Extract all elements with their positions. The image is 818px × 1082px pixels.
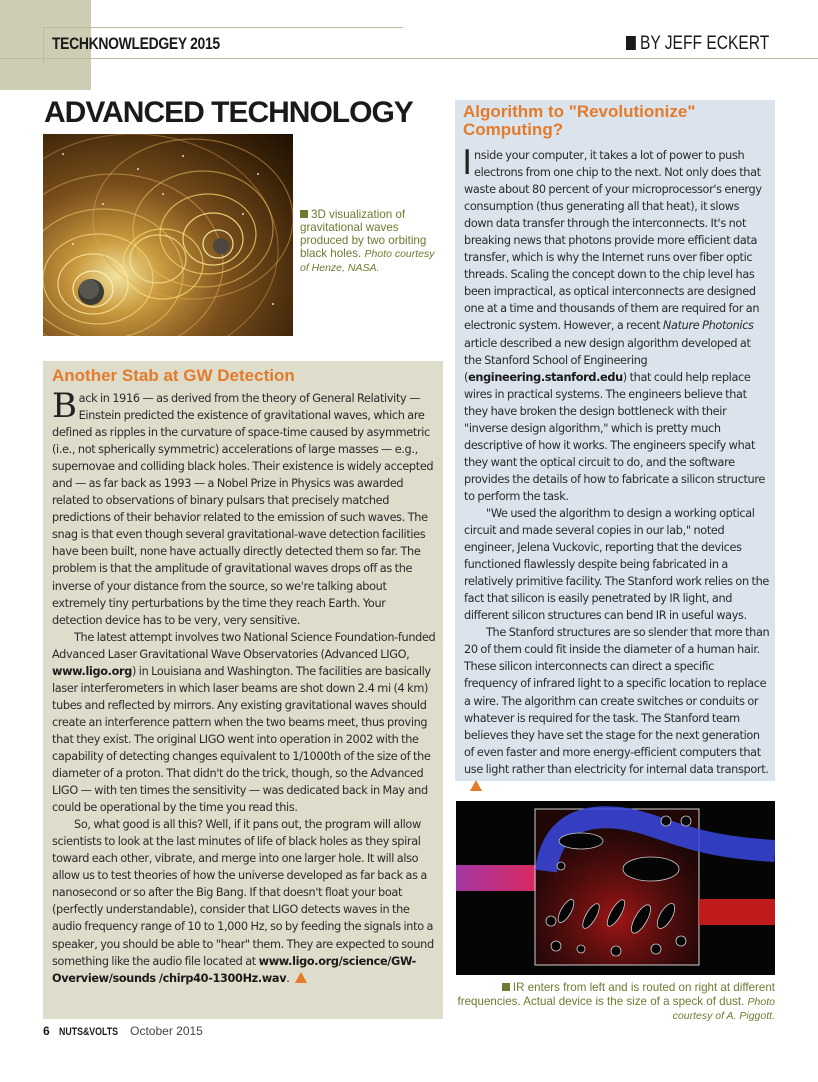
- gw-article-body: [52, 386, 438, 987]
- magazine-name: NUTS&VOLTS: [59, 1026, 119, 1038]
- stanford-url[interactable]: engineering.stanford.edu: [468, 370, 623, 384]
- ir-device-photo: [456, 801, 775, 975]
- gw-article-title: Another Stab at GW Detection: [52, 366, 295, 385]
- gw-photo-credit: Photo courtesy of Henze, NASA.: [300, 248, 435, 274]
- gw-visualization-graphic: [43, 134, 293, 336]
- gw-p2-text-a: The latest attempt involves two National Science Foundation-funded Advanced Laser Gravitational Wave Observatories (Advanced LIGO,: [52, 630, 436, 661]
- chirp-audio-url[interactable]: www.ligo.org/science/GW-Overview/sounds /chirp40-1300Hz.wav: [52, 954, 416, 985]
- header-rule-bottom: [0, 58, 818, 59]
- ir-photo-caption: [456, 981, 775, 1024]
- dropcap: I: [464, 143, 471, 183]
- page-footer: [43, 1024, 203, 1038]
- journal-name: Nature Photonics: [662, 319, 754, 333]
- algorithm-article-title: Algorithm to "Revolutionize" Computing?: [463, 102, 696, 139]
- gw-p1-text: ack in 1916 — as derived from the theory of General Relativity — Einstein predicted the existence of gravitational waves, which are defined as ripples in the curvature of space-time caused by asymmetric (i.e., not spherically symmetric) accelerations of large masses — e.g., supernovae and colliding black holes. Their existence is widely accepted and — as far back as 1993 — a Nobel Prize in Physics was awarded related to observations of binary pulsars that precisely matched predictions of their behavior related to the emission of such waves. The snag is that even though several gravitational-wave detection facilities have been built, none have actually directly detected them so far. The problem is that the amplitude of gravitational waves drops off as the inverse of your distance from the source, so we're talking about extremely tiny perturbations by the time they reach Earth. Your detection device has to be very, very sensitive.: [52, 392, 434, 627]
- algo-p1-text-c: ) that could help replace wires in practical systems. The engineers believe that they have broken the design bottleneck with their "inverse design algorithm," which is pretty much descriptive of how it works. The engineers specify what they want the optical circuit to do, and the software provides the details of how to fabricate a silicon structure to perform the task.: [464, 370, 765, 503]
- page-number: 6: [43, 1024, 50, 1038]
- issue-date: October 2015: [130, 1024, 203, 1038]
- gw-p3-end: .: [286, 971, 290, 985]
- algo-p1-text-b: article described a new design algorithm developed at the Stanford School of Engineering (: [464, 336, 751, 384]
- caption-bullet-icon: [502, 983, 510, 991]
- byline-text: BY JEFF ECKERT: [639, 33, 770, 54]
- algorithm-article-body: [464, 143, 770, 795]
- byline: [626, 33, 769, 55]
- algo-paragraph-1: [464, 143, 770, 505]
- gw-paragraph-1: [52, 386, 438, 629]
- end-of-article-triangle-icon: [295, 972, 307, 983]
- gw-paragraph-3: [52, 816, 438, 986]
- algo-p3-text: The Stanford structures are so slender that more than 20 of them could fit inside the diameter of a human hair. These silicon interconnects can direct a specific frequency of infrared light to a specific location to replace a wire. The algorithm can create switches or conduits or whatever is required for the task. The Stanford team believes they have set the stage for the next generation of even faster and more energy-efficient computers that use light rather than electricity for internal data transport.: [464, 626, 770, 776]
- section-title: ADVANCED TECHNOLOGY: [44, 96, 413, 129]
- ligo-url[interactable]: www.ligo.org: [52, 664, 132, 678]
- caption-bullet-icon: [300, 210, 308, 218]
- square-bullet-icon: [626, 36, 636, 50]
- dropcap: B: [52, 386, 77, 426]
- gw-photo-caption: [300, 208, 435, 275]
- gw-p3-text-a: So, what good is all this? Well, if it pans out, the program will allow scientists to look at the last minutes of life of black holes as they spiral toward each other, vibrate, and merge into one larger hole. It will also allow us to test theories of how the universe developed as far back as a nanosecond or so after the Big Bang. If that doesn't float your boat (perfectly understandable), consider that LIGO detects waves in the audio frequency range of 10 to 1,000 Hz, so by feeding the signals into a speaker, you should be able to "hear" them. They are expected to sound something like the audio file located at: [52, 818, 434, 968]
- gw-p2-text-b: ) in Louisiana and Washington. The facilities are basically laser interferometers in which laser beams are shot down 2.4 mi (4 km) tubes and reflected by mirrors. Any existing gravitational waves should create an interference pattern when the two beams meet, thus proving that they exist. The original LIGO went into operation in 2002 with the capability of detecting changes equivalent to 1/1000th of the size of the diameter of a proton. That didn't do the trick, though, so the Advanced LIGO — with ten times the sensitivity — was dedicated back in May and could be operational by the time you read this.: [52, 664, 431, 815]
- gw-caption-text: 3D visualization of gravitational waves produced by two orbiting black holes.: [300, 208, 427, 260]
- header-rule-top: [43, 27, 403, 28]
- gravitational-waves-photo: [43, 134, 293, 336]
- ir-photo-credit: Photo courtesy of A. Piggott.: [672, 995, 775, 1022]
- algo-paragraph-2: "We used the algorithm to design a working optical circuit and made several copies in our lab," noted engineer, Jelena Vuckovic, reporting that the devices functioned flawlessly despite being fabricated in a relatively primitive facility. The Stanford work relies on the fact that silicon is easily penetrated by IR light, and different silicon structures can bend IR in useful ways.: [464, 506, 769, 623]
- header-rule-left: [43, 27, 44, 65]
- ir-caption-text: IR enters from left and is routed on right at different frequencies. Actual device is the size of a speck of dust.: [457, 981, 775, 1008]
- algo-p1-text: nside your computer, it takes a lot of power to push electrons from one chip to the next. Not only does that waste about 80 percent of your microprocessor's energy consumption (thus generating all that heat), it slows down data transfer through the interconnects. It's not breaking news that photons provide more efficient data transfer, which is why the Internet runs over fiber optic threads. Scaling the concept down to the chip level has been impractical, as optical interconnects are designed one at a time and thousands of them are required for an electronic system. However, a recent: [464, 149, 762, 333]
- algo-paragraph-3: [464, 624, 770, 794]
- ir-routing-graphic: [456, 801, 775, 975]
- column-title: TECHKNOWLEDGEY 2015: [52, 34, 220, 53]
- end-of-article-triangle-icon: [470, 780, 482, 791]
- gw-paragraph-2: [52, 629, 438, 817]
